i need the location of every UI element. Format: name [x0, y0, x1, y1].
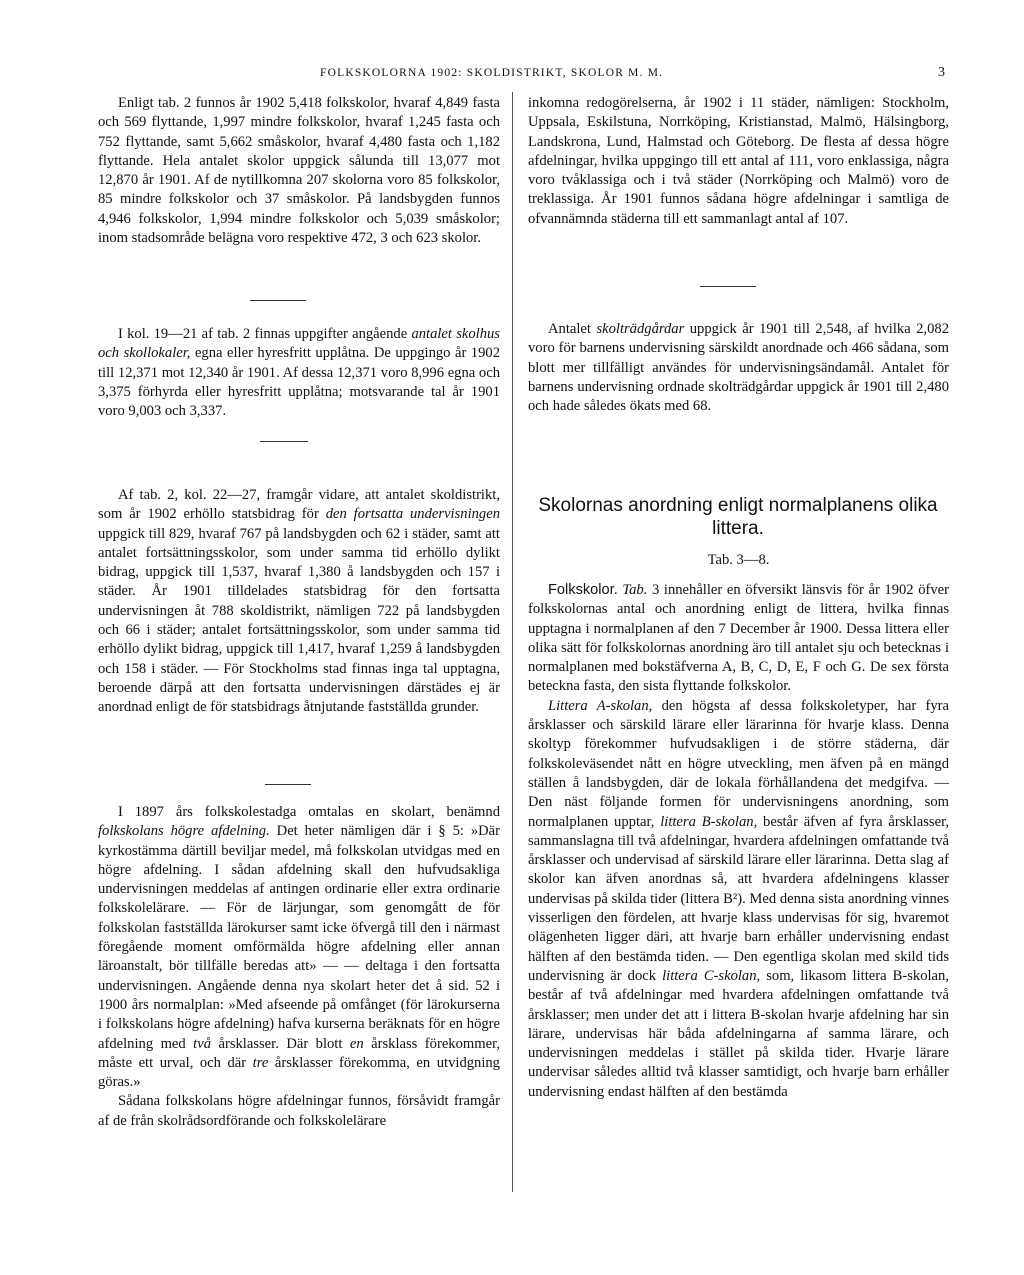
italic-term: littera B-skolan,	[660, 813, 758, 830]
running-header	[0, 67, 1024, 87]
divider	[250, 300, 306, 301]
italic-term: littera C-skolan,	[662, 967, 761, 984]
paragraph: Enligt tab. 2 funnos år 1902 5,418 folkskolor, hvaraf 4,849 fasta och 569 flyttande, 1,997 mindre folkskolor, hvaraf 1,245 fasta och 752 flyttande, samt 5,662 småskolor, hvaraf 4,480 fasta och 1,182 flyttande. Hela antalet skolor uppgick sålunda till 13,077 mot 12,870 år 1901. Af de nytillkomna 207 skolorna voro 85 folkskolor, 85 mindre folkskolor och 37 småskolor. På landsbygden funnos 4,946 folkskolor, 1,994 mindre folkskolor och 5,039 småskolor; inom stadsområde belägna voro respektive 472, 3 och 623 skolor.	[98, 95, 500, 247]
italic-term: Littera A-skolan,	[548, 697, 653, 714]
column-rule	[512, 92, 513, 1192]
paragraph: Sådana folkskolans högre afdelningar funnos, försåvidt framgår af de från skolrådsordförande och folkskolelärare	[98, 1093, 500, 1129]
divider	[265, 784, 311, 785]
section-title: Skolornas anordning enligt normalplanens olika littera.	[538, 495, 938, 539]
italic-term: en	[349, 1035, 364, 1052]
paragraph: Antalet skolträdgårdar uppgick år 1901 till 2,548, af hvilka 2,082 voro för barnens undervisning särskildt anordnade och 466 sådana, som blott mer tillfälligt användes för undervisningsändamål. Antalet för barnens undervisning ordnade skolträdgårdar uppgick år 1901 till 2,480 och hade således ökats med 68.	[528, 321, 949, 415]
paragraph: I 1897 års folkskolestadga omtalas en skolart, benämnd folkskolans högre afdelning. Det heter nämligen där i § 5: »Där kyrkostämma därtill beviljar medel, må folkskolan utvidgas med en högre afdelning. I sådan afdelning skall den hufvudsakliga undervisningen meddelas af antingen ordinarie eller extra ordinarie folkskolelärare. — För de lärjungar, som genomgått de för folkskolan fastställda lärokurser samt icke öfvergå till den i närmast föregående moment omförmälda högre afdelning eller annan läroanstalt, bör tillfälle beredas att» — — deltaga i den fortsatta undervisningen. Angående denna nya skolart heter det å sid. 52 i 1900 års normalplan: »Med afseende på omfånget (för lärokurserna i folkskolans högre afdelning) hafva kurserna beräknats för en högre afdelning med två årsklasser. Där blott en årsklass förekommer, måste ett urval, och där tre årsklasser förekomma, en utvidgning göras.»	[98, 804, 500, 1091]
paragraph: inkomna redogörelserna, år 1902 i 11 städer, nämligen: Stockholm, Uppsala, Eskilstuna, Norrköping, Kristianstad, Malmö, Hälsingborg, Landskrona, Lund, Halmstad och Göteborg. De flesta af dessa högre afdelningar, hvilka uppgingo till ett antal af 111, voro enklassiga, några voro tvåklassiga och i två städer (Norrköping och Malmö) voro de treklassiga. År 1901 funnos sådana högre afdelningar i samtliga de ofvannämnda städerna till ett sammanlagt antal af 107.	[528, 95, 949, 227]
page-number: 3	[938, 65, 945, 80]
italic-term: två	[193, 1035, 212, 1052]
running-header-title: FOLKSKOLORNA 1902: SKOLDISTRIKT, SKOLOR M. M.	[320, 67, 664, 79]
paragraph: Littera A-skolan, den högsta af dessa folkskoletyper, har fyra årsklasser och särskild lärare eller lärarinna för hvarje klass. Denna skoltyp förekommer hufvudsakligen i de större städerna, där folkskoleväsendet nått en högre utveckling, men äfven på en mängd ställen å landsbygden, där de lokala förhållandena det medgifva. — Den näst följande formen för undervisningens anordning, som normalplanen upptar, littera B-skolan, består äfven af fyra årsklasser, sammanslagna till två afdelningar, hvardera afdelningen omfattande två årsklasser och undervisad af särskild lärare eller lärarinna. Detta slag af skolor kan äfven anordnas så, att hvardera afdelningens klasser undervisas på skilda tider (littera B²). Med denna sista anordning vinnes visserligen den fördelen, att hvarje klass undervisas för sig, hvaremot olägenheten ligger däri, att hvarje barn erhåller undervisning endast hälften af den bestämda tiden. — Den egentliga skolan med skild tids undervisning är dock littera C-skolan, som, likasom littera B-skolan, består af två afdelningar med hvardera afdelningen omfattande två årsklasser; men under det att i littera B-skolan hvarje afdelning har sin lärare, undervisas här båda afdelningarna af samma lärare, och undervisningen meddelas i stället på skilda tider. Hvarje lärare undervisar således alltid två klasser samtidigt, och hvarje barn erhåller undervisning endast hälften af den bestämda	[528, 697, 949, 1100]
left-para-1	[98, 94, 500, 248]
left-para-3	[98, 486, 500, 718]
paragraph: I kol. 19—21 af tab. 2 finnas uppgifter angående antalet skolhus och skollokaler, egna eller hyresfritt upplåtna. De uppgingo år 1902 till 12,371 mot 12,340 år 1901. Af dessa 12,371 voro 8,996 egna och 3,375 förhyrda eller hyresfritt upplåtna; motsvarande tal år 1901 voro 9,003 och 3,337.	[98, 326, 500, 420]
italic-term: skolträdgårdar	[596, 321, 685, 337]
right-para-3	[528, 581, 949, 1102]
italic-term: folkskolans högre afdelning.	[98, 823, 270, 840]
divider	[260, 441, 308, 442]
italic-term: Tab.	[622, 582, 648, 598]
italic-term: den fortsatta undervisningen	[325, 506, 500, 523]
table-reference: Tab. 3—8.	[707, 552, 770, 568]
italic-term: antalet skolhus och skollokaler,	[98, 326, 500, 362]
divider	[700, 286, 756, 287]
paragraph: Af tab. 2, kol. 22—27, framgår vidare, att antalet skoldistrikt, som år 1902 erhöllo statsbidrag för den fortsatta undervisningen uppgick till 829, hvaraf 767 på landsbygden och 62 i städer, samt att antalet fortsättningsskolor, som under samma tid erhöllo dylikt bidrag, uppgick till 1,537, hvaraf 1,380 å landsbygden och 157 i städer. År 1901 tilldelades statsbidrag för den fortsatta undervisningen åt 788 skoldistrikt, nämligen 722 på landsbygden och 66 i städer; antalet fortsättningsskolor, som under samma tid erhöllo dylikt bidrag, uppgick till 1,417, hvaraf 1,259 å landsbygden och 158 i städer. — För Stockholms stad finnas inga tal upptagna, beroende därpå att den fortsatta undervisningen därstädes ej är anordnad enligt de för statsbidrags åtnjutande fastställda grunder.	[98, 487, 500, 716]
left-para-4	[98, 803, 500, 1131]
left-para-2	[98, 325, 500, 421]
paragraph: Folkskolor. Tab. 3 innehåller en öfversikt länsvis för år 1902 öfver folkskolornas antal och anordning enligt de littera, hvilka finnas upptagna i normalplanen af den 7 December år 1900. Dessa littera eller olika sätt för folkskolornas anordning äro till antalet sju och betecknas i normalplanen med bokstäfverna A, B, C, D, E, F och G. De sex första beteckna fasta, den sista flyttande folkskolor.	[528, 582, 949, 695]
right-para-1	[528, 94, 949, 229]
subsection-label: Folkskolor.	[548, 582, 618, 598]
right-para-2	[528, 320, 949, 416]
italic-term: tre	[252, 1054, 269, 1071]
